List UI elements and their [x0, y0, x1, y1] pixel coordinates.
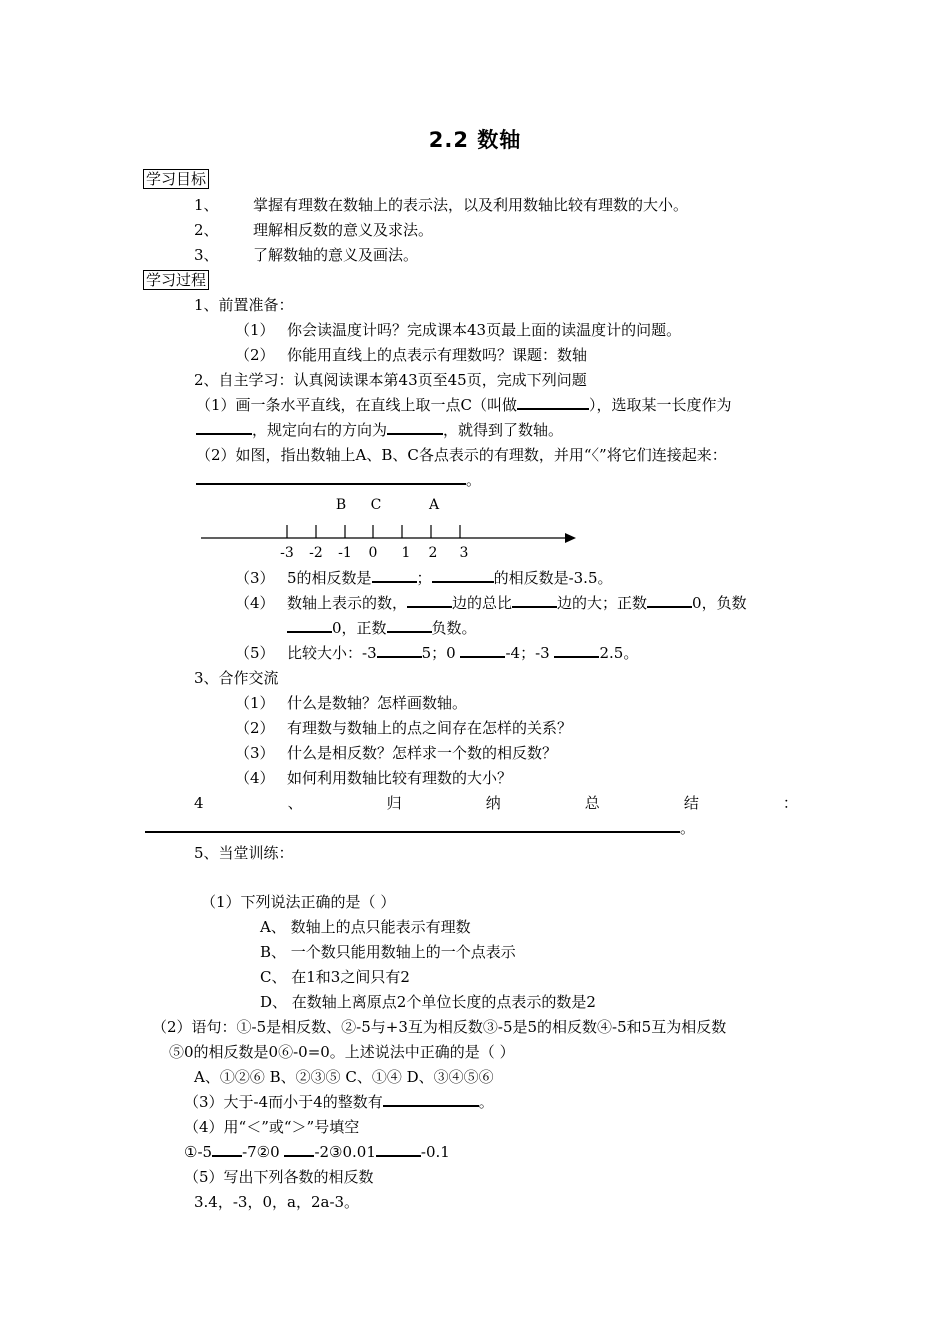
axis-tick-label: 1: [401, 545, 411, 561]
answer-blank: [372, 569, 417, 583]
answer-blank: [383, 1093, 479, 1107]
coop-item-text: 有理数与数轴上的点之间存在怎样的关系？: [287, 719, 573, 737]
coop-item-text: 什么是数轴？怎样画数轴。: [287, 694, 468, 712]
practice-q3: （3）大于-4而小于4的整数有 。: [184, 1093, 494, 1111]
self-q5: 比较大小：-3 5；0 -4；-3 2.5。: [287, 644, 639, 662]
goal-item-text: 了解数轴的意义及画法。: [253, 246, 419, 264]
prep-item-text: 你能用直线上的点表示有理数吗？课题：数轴: [287, 346, 588, 364]
answer-blank: [554, 644, 599, 658]
answer-blank: [377, 644, 422, 658]
prep-item-num: （2）: [235, 346, 275, 364]
self-q2-line1: （2）如图，指出数轴上A、B、C各点表示的有理数，并用“〈”将它们连接起来：: [196, 446, 727, 464]
axis-arrow: [565, 533, 576, 543]
self-q4-line1: 数轴上表示的数， 边的总比 边的大；正数 0，负数: [287, 594, 747, 612]
self-q1-line1: （1）画一条水平直线，在直线上取一点C（叫做 ），选取某一长度作为: [196, 396, 732, 414]
answer-blank: [432, 569, 494, 583]
practice-q4-items: ①-5 -7②0 -2③0.01 -0.1: [184, 1143, 450, 1161]
practice-q1-option: D、 在数轴上离原点2个单位长度的点表示的数是2: [260, 993, 596, 1011]
goal-item-num: 2、: [194, 221, 219, 239]
axis-tick-label: -3: [280, 545, 294, 561]
coop-item-num: （1）: [235, 694, 275, 712]
answer-blank: [145, 819, 680, 833]
goal-item-num: 1、: [194, 196, 219, 214]
answer-blank: [647, 594, 692, 608]
answer-blank: [376, 1143, 421, 1157]
practice-q4: （4）用“＜”或“＞”号填空: [184, 1118, 360, 1136]
self-q4-line2: 0，正数 负数。: [287, 618, 477, 638]
coop-item-text: 如何利用数轴比较有理数的大小？: [287, 769, 513, 787]
coop-item-num: （4）: [235, 769, 275, 787]
goal-item-text: 掌握有理数在数轴上的表示法，以及利用数轴比较有理数的大小。: [253, 196, 689, 214]
self-q3: 5的相反数是 ； 的相反数是-3.5。: [287, 569, 613, 587]
practice-q1: （1）下列说法正确的是（ ）: [201, 893, 396, 911]
prep-item-num: （1）: [235, 321, 275, 339]
practice-q5: （5）写出下列各数的相反数: [184, 1168, 374, 1186]
answer-blank: [407, 594, 452, 608]
practice-heading: 5、当堂训练：: [194, 844, 294, 862]
coop-item-num: （2）: [235, 719, 275, 737]
practice-q1-option: A、 数轴上的点只能表示有理数: [260, 918, 471, 936]
coop-item-text: 什么是相反数？怎样求一个数的相反数？: [287, 744, 558, 762]
practice-q1-option: C、 在1和3之间只有2: [260, 968, 410, 986]
axis-tick-label: 0: [368, 545, 378, 561]
goal-item-text: 理解相反数的意义及求法。: [253, 221, 434, 239]
self-q1-line2: ，规定向右的方向为 ，就得到了数轴。: [196, 420, 563, 440]
practice-q2-line2: ⑤0的相反数是0⑥-0=0。上述说法中正确的是（ ）: [169, 1043, 515, 1061]
answer-blank: [387, 619, 432, 633]
coop-heading: 3、合作交流: [194, 669, 279, 687]
practice-q5-values: 3.4，-3，0，a，2a-3。: [194, 1193, 360, 1211]
point-label-b: B: [335, 497, 347, 513]
self-q3-num: （3）: [235, 569, 275, 587]
axis-tick-label: 2: [428, 545, 438, 561]
page-title: 2.2 数轴: [428, 128, 522, 152]
self-q5-num: （5）: [235, 644, 275, 662]
prep-heading: 1、前置准备：: [194, 296, 294, 314]
summary-blank-line: 。: [145, 818, 695, 838]
section-heading-process: 学习过程: [143, 270, 209, 290]
practice-q2-options: A、①②⑥ B、②③⑤ C、①④ D、③④⑤⑥: [194, 1068, 494, 1086]
practice-q2-line1: （2）语句：①-5是相反数、②-5与+3互为相反数③-5是5的相反数④-5和5互为相反数: [152, 1018, 727, 1036]
goal-item-num: 3、: [194, 246, 219, 264]
self-q2-line2: 。: [196, 470, 481, 490]
summary-heading: 4 、 归 纳 总 结 ：: [194, 794, 798, 812]
answer-blank: [284, 1143, 314, 1157]
practice-q1-option: B、 一个数只能用数轴上的一个点表示: [260, 943, 516, 961]
point-label-c: C: [370, 497, 382, 513]
answer-blank: [212, 1143, 242, 1157]
axis-tick-label: -1: [338, 545, 352, 561]
self-study-heading: 2、自主学习：认真阅读课本第43页至45页，完成下列问题: [194, 371, 587, 389]
axis-tick-label: 3: [459, 545, 469, 561]
point-label-a: A: [428, 497, 440, 513]
axis-tick-label: -2: [309, 545, 323, 561]
coop-item-num: （3）: [235, 744, 275, 762]
prep-item-text: 你会读温度计吗？完成课本43页最上面的读温度计的问题。: [287, 321, 682, 339]
self-q4-num: （4）: [235, 594, 275, 612]
answer-blank: [512, 594, 557, 608]
section-heading-goals: 学习目标: [143, 169, 209, 189]
answer-blank: [460, 644, 505, 658]
answer-blank: [287, 619, 332, 633]
